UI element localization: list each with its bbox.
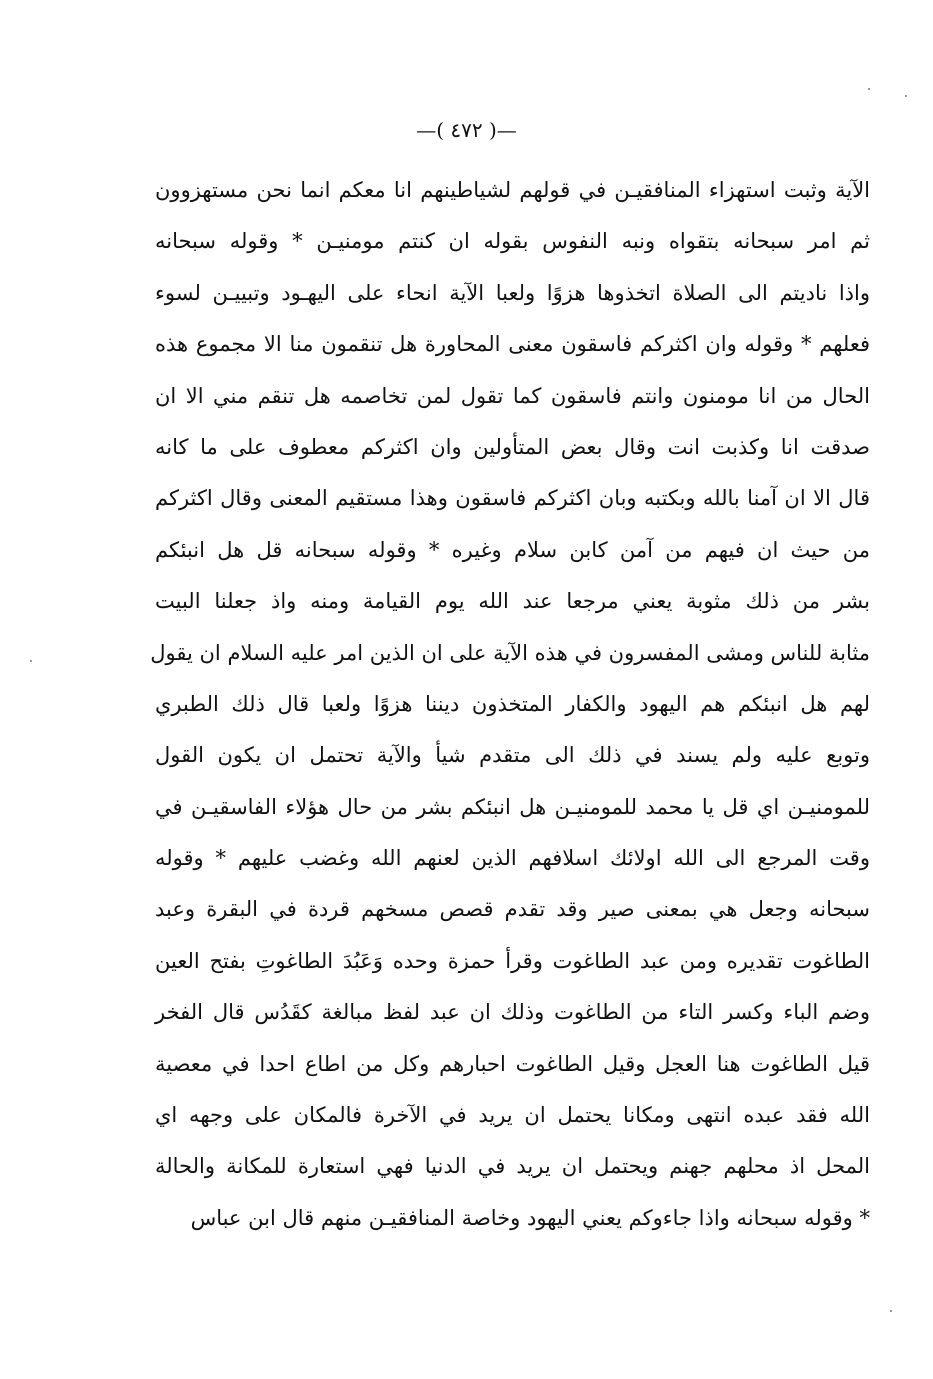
text-line: * وقوله سبحانه واذا جاءوكم يعني اليهود وخاصة المنافقيـن منهم قال ابن عباس [190,1205,870,1230]
text-line: قال الا ان آمنا بالله وبكتبه وبان اكثركم فاسقون وهذا مستقيم المعنى وقال اكثركم [155,486,870,511]
text-line: ثم امر سبحانه بتقواه ونبه النفوس بقوله ان كنتم مومنيـن * وقوله سبحانه [155,229,870,254]
text-line: قيل الطاغوت هنا العجل وقيل الطاغوت احبارهم وكل من اطاع احدا في معصية [155,1051,870,1076]
text-line: المحل اذ محلهم جهنم ويحتمل ان يريد في الدنيا فهي استعارة للمكانة والحالة [155,1154,870,1179]
page-number: —( ٤٧٢ )— [416,118,517,142]
text-line: الطاغوت تقديره ومن عبد الطاغوت وقرأ حمزة وحده وَعَبُدَ الطاغوتِ بفتح العين [155,948,871,973]
text-line: سبحانه وجعل هي بمعنى صير وقد تقدم قصص مسخهم قردة في البقرة وعبد [155,897,870,922]
text-line: للمومنيـن اي قل يا محمد للمومنيـن هل انبئكم بشر من حال هؤلاء الفاسقيـن في [155,794,870,819]
text-line: الحال من انا مومنون وانتم فاسقون كما تقول لمن تخاصمه هل تنقم مني الا ان [155,383,870,408]
paper-speck [905,95,907,97]
text-line: لهم هل انبئكم هم اليهود والكفار المتخذون ديننا هزوًا ولعبا قال ذلك الطبري [155,691,870,716]
text-line: من حيث ان فيهم من آمن كابن سلام وغيره * وقوله سبحانه قل هل انبئكم [155,537,870,562]
text-line: مثابة للناس ومشى المفسرون في هذه الآية على ان الذين امر عليه السلام ان يقول [150,640,870,665]
paper-speck [868,88,870,90]
text-line: صدقت انا وكذبت انت وقال بعض المتأولين وان اكثركم معطوف على ما كانه [155,434,870,459]
paper-speck [30,660,32,662]
text-line: بشر من ذلك مثوبة يعني مرجعا عند الله يوم القيامة ومنه واذ جعلنا البيت [155,589,870,614]
text-line: وقت المرجع الى الله اولائك اسلافهم الذين لعنهم الله وغضب عليهم * وقوله [155,846,870,871]
text-line: واذا ناديتم الى الصلاة اتخذوها هزوًا ولعبا الآية انحاء على اليهـود وتبييـن لسوء [155,280,870,305]
text-line: الله فقد عبده انتهى ومكانا يحتمل ان يريد في الآخرة فالمكان على وجهه اي [155,1103,870,1128]
text-line: فعلهم * وقوله وان اكثركم فاسقون معنى المحاورة هل تنقمون منا الا مجموع هذه [155,332,870,357]
text-line: وضم الباء وكسر التاء من الطاغوت وذلك ان عبد لفظ مبالغة كقَدُس قال الفخر [155,1000,870,1025]
paper-speck [890,1310,892,1312]
text-line: الآية وثبت استهزاء المنافقيـن في قولهم لشياطينهم انا معكم انما نحن مستهزوون [155,178,871,202]
text-line: وتوبع عليه ولم يسند في ذلك الى متقدم شيأ والآية تحتمل ان يكون القول [155,743,870,768]
body-text [150,165,871,1244]
